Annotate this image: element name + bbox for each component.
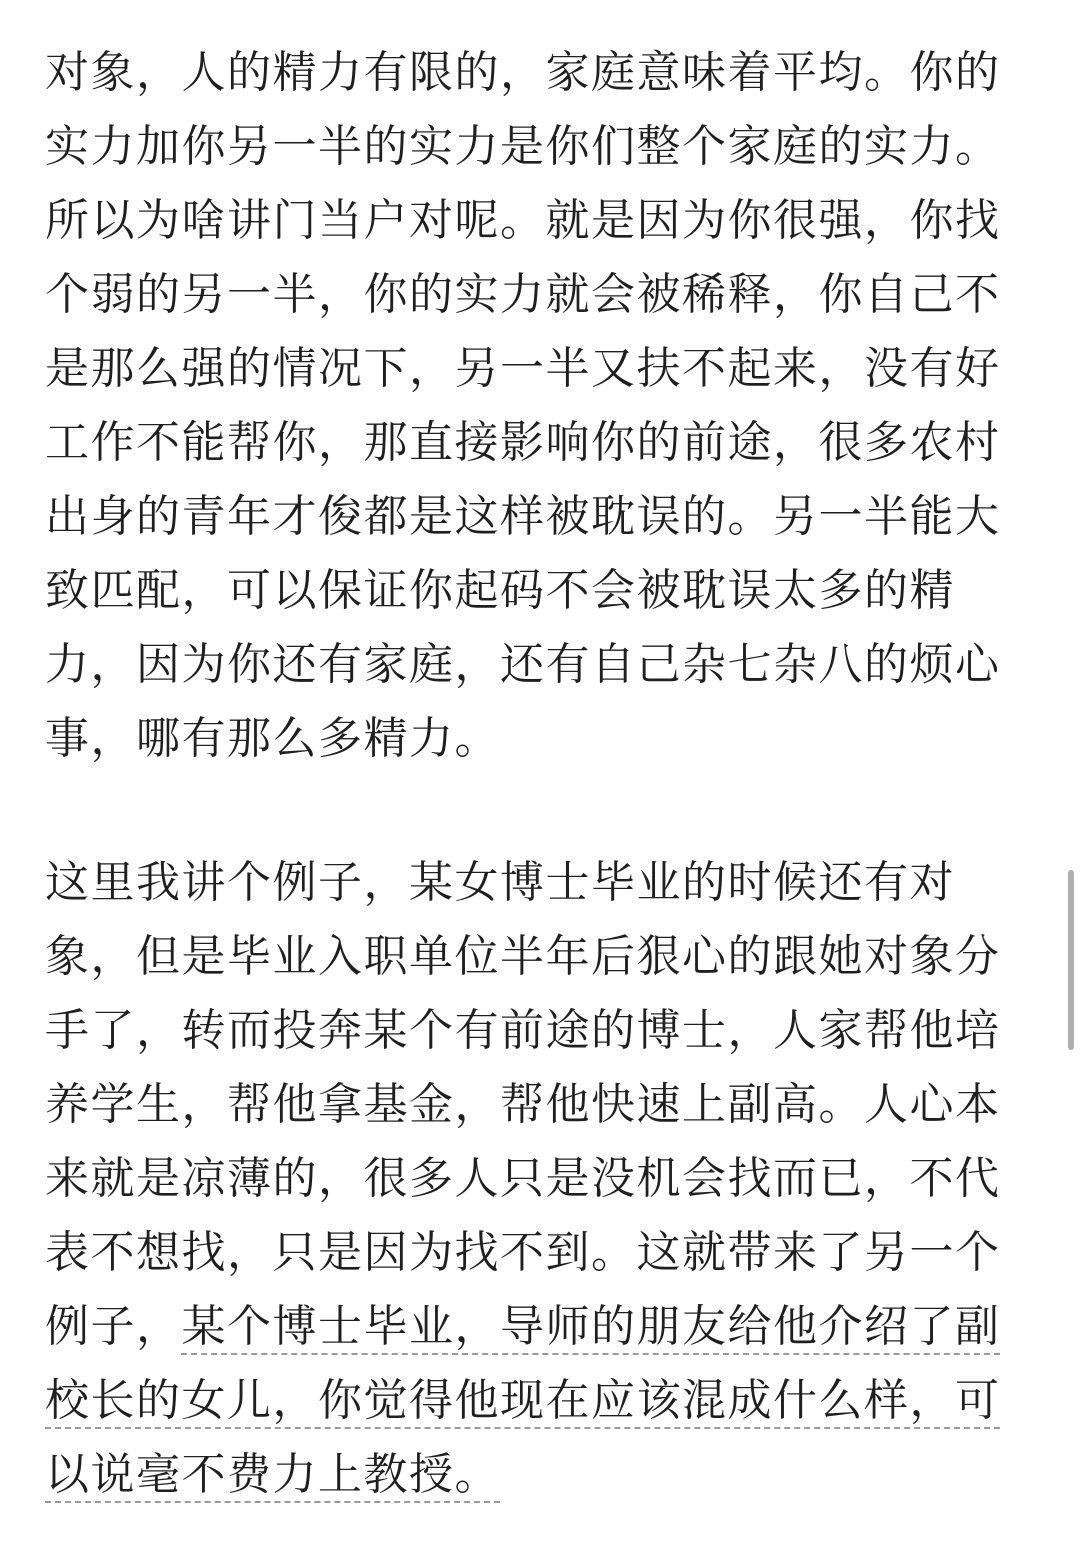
text-line: 来就是凉薄的，很多人只是没机会找而已，不代 — [45, 1153, 1001, 1204]
text-segment: 例子， — [45, 1301, 182, 1352]
underlined-text-segment[interactable]: 以说毫不费力上教授。 — [45, 1449, 500, 1500]
underlined-text-line[interactable] — [45, 1364, 1035, 1438]
text-line: 是那么强的情况下，另一半又扶不起来，没有好 — [45, 343, 1001, 394]
text-line: 养学生，帮他拿基金，帮他快速上副高。人心本 — [45, 1079, 1001, 1130]
paragraph-1 — [45, 36, 1035, 776]
text-line: 这里我讲个例子，某女博士毕业的时候还有对 — [45, 857, 955, 908]
text-line: 象，但是毕业入职单位半年后狠心的跟她对象分 — [45, 931, 1001, 982]
underlined-text-line[interactable] — [45, 1438, 1035, 1512]
paragraph-2 — [45, 846, 1035, 1512]
text-line: 事，哪有那么多精力。 — [45, 713, 500, 764]
text-line: 力，因为你还有家庭，还有自己杂七杂八的烦心 — [45, 639, 1001, 690]
article-body — [45, 36, 1035, 1512]
text-line: 出身的青年才俊都是这样被耽误的。另一半能大 — [45, 491, 1001, 542]
paragraph-spacer — [45, 776, 1035, 846]
text-line: 手了，转而投奔某个有前途的博士，人家帮他培 — [45, 1005, 1001, 1056]
underlined-text-segment[interactable]: 校长的女儿，你觉得他现在应该混成什么样，可 — [45, 1375, 1001, 1426]
text-line: 工作不能帮你，那直接影响你的前途，很多农村 — [45, 417, 1001, 468]
vertical-scrollbar[interactable] — [1068, 870, 1074, 1050]
text-line-partially-underlined — [45, 1290, 1035, 1364]
text-line: 表不想找，只是因为找不到。这就带来了另一个 — [45, 1227, 1001, 1278]
text-line: 所以为啥讲门当户对呢。就是因为你很强，你找 — [45, 195, 1001, 246]
text-line: 致匹配，可以保证你起码不会被耽误太多的精 — [45, 565, 955, 616]
underlined-text-segment[interactable]: 某个博士毕业，导师的朋友给他介绍了副 — [181, 1301, 1001, 1352]
text-line: 对象，人的精力有限的，家庭意味着平均。你的 — [45, 47, 1001, 98]
text-line: 个弱的另一半，你的实力就会被稀释，你自己不 — [45, 269, 1001, 320]
text-line: 实力加你另一半的实力是你们整个家庭的实力。 — [45, 121, 1001, 172]
